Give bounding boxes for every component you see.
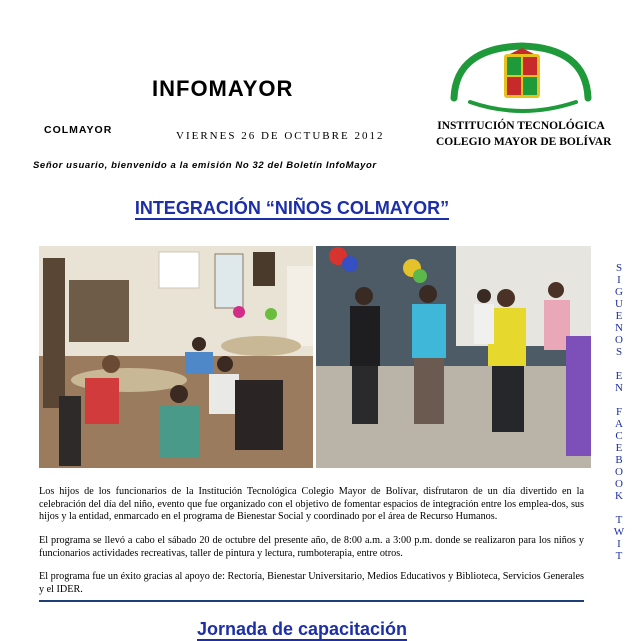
vertical-char: N [615,322,623,334]
vertical-char [606,358,632,370]
vertical-char: T [615,550,623,562]
issue-date: VIERNES 26 DE OCTUBRE 2012 [176,130,385,142]
org-name: COLMAYOR [44,124,113,136]
vertical-char [606,394,632,406]
social-follow-vertical-link[interactable] [606,262,632,562]
children-library-photo [39,246,313,468]
vertical-char: G [615,286,623,298]
next-section-heading[interactable] [0,619,604,640]
vertical-char: E [615,370,623,382]
vertical-char: T [615,514,623,526]
article-heading[interactable] [0,198,584,219]
logo-emblem-icon [436,40,606,120]
welcome-message: Señor usuario, bienvenido a la emisión No 32 del Boletín InfoMayor [33,160,377,171]
vertical-char: S [615,262,623,274]
vertical-char: O [615,334,623,346]
vertical-char: I [617,274,621,286]
vertical-char: K [615,490,623,502]
logo-text-line1: INSTITUCIÓN TECNOLÓGICA [437,120,605,132]
vertical-char: O [615,466,623,478]
vertical-char: W [613,526,625,538]
vertical-char: E [615,442,623,454]
article-heading-text[interactable]: INTEGRACIÓN “NIÑOS COLMAYOR” [134,198,450,218]
vertical-char: U [615,298,623,310]
vertical-char: O [615,478,623,490]
next-section-heading-text[interactable]: Jornada de capacitación [196,619,408,639]
vertical-char: S [615,346,623,358]
vertical-char: F [615,406,623,418]
vertical-char [606,502,632,514]
adults-dancing-photo [316,246,591,468]
vertical-char: E [615,310,623,322]
article-paragraph-2: El programa se llevó a cabo el sábado 20 de octubre del presente año, de 8:00 a.m. a 3:00 p.m. donde se realizaron para los niños y funcionarios actividades recreativas, taller de pintura y lectura, rumboterapia, entre otros. [39,535,584,559]
vertical-char: N [615,382,623,394]
logo-text-line2: COLEGIO MAYOR DE BOLÍVAR [436,136,612,148]
article-paragraph-3: El programa fue un éxito gracias al apoyo de: Rectoría, Bienestar Universitario, Medios Educativos y Biblioteca, Servicios Generales y el IDER. [39,571,584,595]
section-divider [39,600,584,602]
vertical-char: A [615,418,623,430]
vertical-char: I [617,538,621,550]
vertical-char: B [615,454,623,466]
newsletter-title: INFOMAYOR [152,76,294,101]
vertical-char: C [615,430,623,442]
institution-logo [436,40,612,160]
article-paragraph-1: Los hijos de los funcionarios de la Institución Tecnológica Colegio Mayor de Bolívar, disfrutaron de un día divertido en la celebración del día del niño, evento que fue organizado con el objetivo de fomentar espacios de integración entre los emplea-dos, sus hijos y la entidad, enmarcado en el programa de Bienestar Social y coordinado por el área de Recurso Humanos. [39,486,584,523]
